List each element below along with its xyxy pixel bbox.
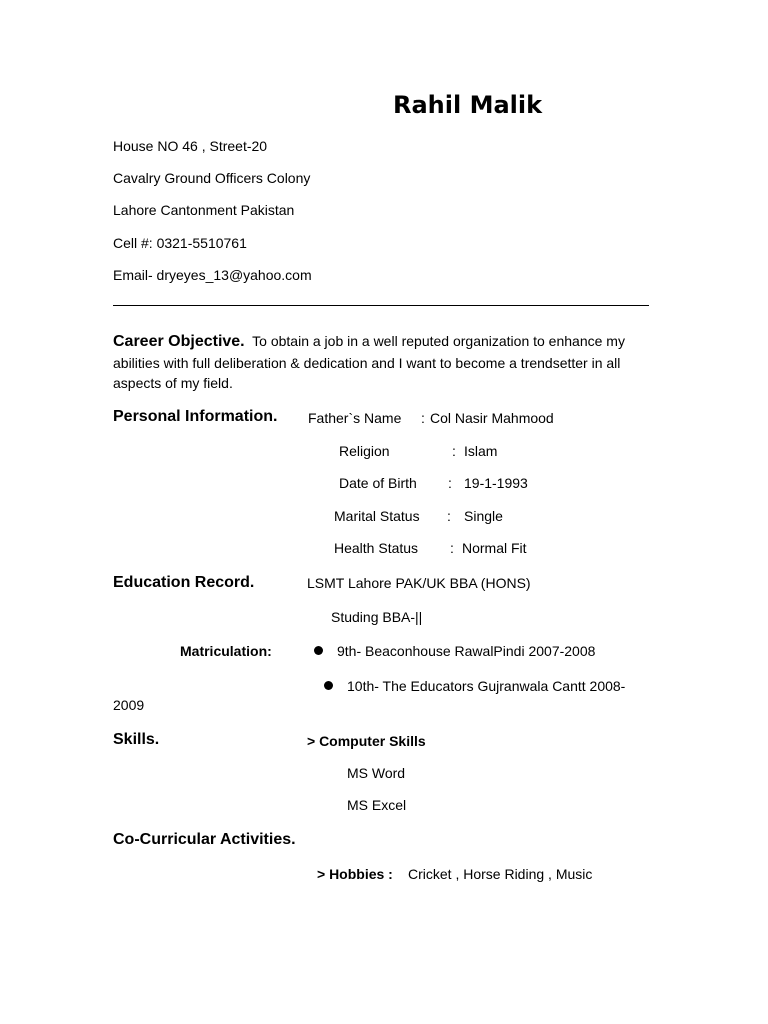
personal-field-health-colon: : bbox=[450, 540, 454, 556]
personal-field-health-value: Normal Fit bbox=[462, 540, 527, 556]
hobbies-value: Cricket , Horse Riding , Music bbox=[408, 866, 593, 882]
personal-field-marital-colon: : bbox=[447, 508, 451, 524]
matric-item-9th-text: 9th- Beaconhouse RawalPindi 2007-2008 bbox=[337, 643, 596, 659]
computer-skills-subheading: > Computer Skills bbox=[307, 733, 426, 749]
personal-field-religion-label: Religion bbox=[339, 443, 390, 459]
education-status: Studing BBA-|| bbox=[331, 609, 423, 625]
personal-field-dob-colon: : bbox=[448, 475, 452, 491]
matric-item-9th bbox=[314, 642, 595, 660]
personal-field-dob-value: 19-1-1993 bbox=[464, 475, 528, 491]
personal-field-marital-label: Marital Status bbox=[334, 508, 420, 524]
address-line-3: Lahore Cantonment Pakistan bbox=[113, 202, 295, 218]
skill-item-ms-excel: MS Excel bbox=[347, 797, 407, 813]
candidate-name: Rahil Malik bbox=[393, 91, 543, 119]
cell-number: Cell #: 0321-5510761 bbox=[113, 235, 247, 251]
matric-item-10th-continued: 2009 bbox=[113, 697, 145, 713]
address-line-1: House NO 46 , Street-20 bbox=[113, 138, 268, 154]
personal-field-religion-value: Islam bbox=[464, 443, 498, 459]
personal-field-health-label: Health Status bbox=[334, 540, 419, 556]
career-objective-section bbox=[113, 331, 658, 394]
hobbies-label: > Hobbies : bbox=[317, 866, 393, 882]
cocurricular-heading: Co-Curricular Activities. bbox=[113, 831, 296, 848]
skill-item-ms-word: MS Word bbox=[347, 765, 406, 781]
skills-heading: Skills. bbox=[113, 731, 160, 748]
matric-item-10th-text: 10th- The Educators Gujranwala Cantt 2008- bbox=[347, 678, 626, 694]
personal-info-heading: Personal Information. bbox=[113, 408, 278, 425]
personal-field-religion-colon: : bbox=[452, 443, 456, 459]
personal-field-father-value: Col Nasir Mahmood bbox=[430, 410, 554, 426]
career-objective-text: To obtain a job in a well reputed organization to enhance my abilities with full deliberation & dedication and I want to become a trendsetter in all aspects of my field. bbox=[113, 333, 625, 391]
address-line-2: Cavalry Ground Officers Colony bbox=[113, 170, 311, 186]
bullet-icon bbox=[324, 681, 333, 690]
header-divider bbox=[113, 305, 649, 306]
personal-field-father-label: Father`s Name bbox=[308, 410, 402, 426]
personal-field-marital-value: Single bbox=[464, 508, 503, 524]
career-objective-heading: Career Objective. bbox=[113, 333, 245, 350]
matriculation-label: Matriculation: bbox=[180, 643, 272, 659]
bullet-icon bbox=[314, 646, 323, 655]
email-address: Email- dryeyes_13@yahoo.com bbox=[113, 267, 312, 283]
personal-field-dob-label: Date of Birth bbox=[339, 475, 417, 491]
education-degree: LSMT Lahore PAK/UK BBA (HONS) bbox=[307, 575, 531, 591]
personal-field-father-colon: : bbox=[421, 410, 425, 426]
matric-item-10th bbox=[324, 677, 625, 695]
education-heading: Education Record. bbox=[113, 574, 255, 591]
